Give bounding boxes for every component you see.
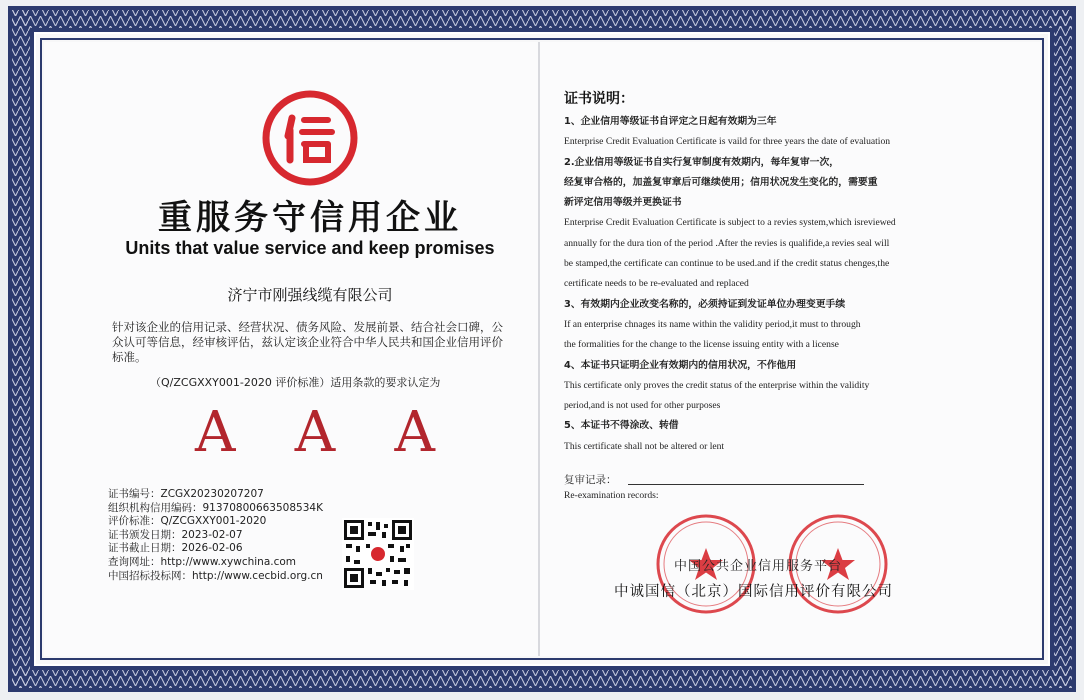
note-line-cn: 3、有效期内企业改变名称的，必须持证到发证单位办理变更手续 xyxy=(564,298,846,310)
note-line-en: This certificate shall not be altered or lent xyxy=(564,440,725,452)
info-row: 查询网址：http://www.xywchina.com xyxy=(108,555,297,568)
rating-letter: A xyxy=(294,400,336,465)
page-fold xyxy=(538,42,540,656)
issuer-platform: 中国公共企业信用服务平台 xyxy=(674,559,843,574)
note-line-en: Enterprise Credit Evaluation Certificate is vaild for three years the date of evaluation xyxy=(564,136,891,148)
note-line-cn: 5、本证书不得涂改、转借 xyxy=(564,420,679,432)
note-line-en: Enterprise Credit Evaluation Certificate is subject to a revies system,which isreviewed xyxy=(564,217,896,229)
certificate-notes xyxy=(564,112,1004,457)
certificate-title-cn: 重服务守信用企业 xyxy=(158,198,462,238)
recheck-line xyxy=(628,484,864,485)
rating-letter: A xyxy=(394,400,435,465)
info-row: 组织机构信用编码：91370800663508534K xyxy=(108,501,323,514)
issuer-name: 中诚国信（北京）国际信用评价有限公司 xyxy=(614,584,893,600)
info-row: 中国招标投标网：http://www.cecbid.org.cn xyxy=(108,569,323,582)
notes-title: 证书说明： xyxy=(564,91,634,107)
info-row: 证书颁发日期：2023-02-07 xyxy=(108,528,243,541)
info-row: 评价标准：Q/ZCGXXY001-2020 xyxy=(108,515,267,528)
recheck-label: 复审记录： xyxy=(564,474,617,486)
note-line-cn: 4、本证书只证明企业有效期内的信用状况，不作他用 xyxy=(564,359,797,371)
evaluation-standard-text: （Q/ZCGXXY001-2020 评价标准）适用条款的要求认定为 xyxy=(150,376,441,389)
note-line-en: the formalities for the change to the license issuing entity with a license xyxy=(564,339,839,351)
note-line-cn: 经复审合格的，加盖复审章后可继续使用；信用状况发生变化的，需要重 xyxy=(564,176,878,188)
rating-letter: A xyxy=(195,400,236,465)
note-line-en: annually for the dura tion of the period .After the revies is qualifide,a revies seal will xyxy=(564,237,890,249)
note-line-en: period,and is not used for other purposes xyxy=(564,400,721,412)
note-line-en: certificate needs to be re-evaluated and replaced xyxy=(564,278,749,290)
note-line-cn: 2.企业信用等级证书自实行复审制度有效期内，每年复审一次， xyxy=(564,156,840,168)
note-line-en: This certificate only proves the credit status of the enterprise within the validity xyxy=(564,379,870,391)
note-line-en: If an enterprise chnages its name within the validity period,it must to through xyxy=(564,318,861,330)
credit-seal-logo xyxy=(262,90,358,186)
credit-rating xyxy=(195,400,435,465)
certificate-description: 针对该企业的信用记录、经营状况、债务风险、发展前景、结合社会口碑，公众认可等信息，经审核评估，兹认定该企业符合中华人民共和国企业信用评价标准。 xyxy=(112,320,503,364)
note-line-en: be stamped,the certificate can continue to be used.and if the credit status chenges,the xyxy=(564,258,890,270)
certificate-title-en: Units that value service and keep promises xyxy=(125,238,495,258)
qr-code-icon[interactable] xyxy=(342,518,414,590)
company-name: 济宁市刚强线缆有限公司 xyxy=(227,286,393,304)
info-row: 证书截止日期：2026-02-06 xyxy=(108,542,243,555)
info-row: 证书编号：ZCGX20230207207 xyxy=(108,488,264,500)
certificate-info xyxy=(108,488,338,583)
recheck-label-en: Re-examination records: xyxy=(564,490,659,501)
note-line-cn: 1、企业信用等级证书自评定之日起有效期为三年 xyxy=(564,116,777,127)
note-line-cn: 新评定信用等级并更换证书 xyxy=(564,197,682,209)
